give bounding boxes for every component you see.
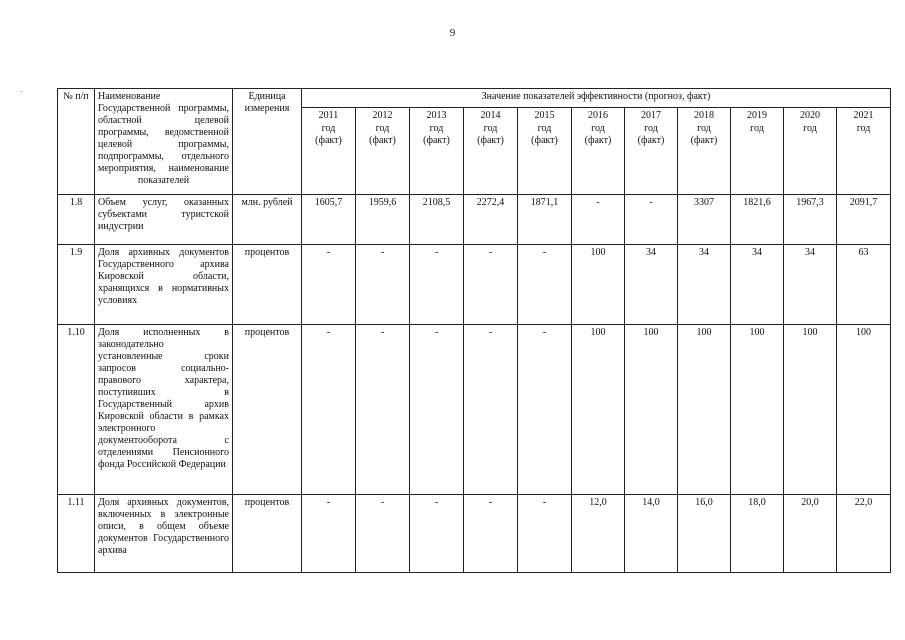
value-cell: 1967,3 [784, 195, 837, 245]
header-year-word: год [591, 122, 605, 134]
value-cell: - [464, 495, 518, 573]
table-row [58, 495, 891, 573]
value-cell: 1821,6 [731, 195, 784, 245]
header-year-year: 2014 [480, 110, 501, 121]
value-cell: - [356, 245, 410, 325]
header-year-note: (факт) [477, 135, 504, 146]
value-cell: 63 [837, 245, 891, 325]
value-cell: 1959,6 [356, 195, 410, 245]
header-row [58, 89, 891, 108]
unit-of-measure: процентов [233, 325, 302, 495]
table-body [58, 195, 891, 573]
header-year-year: 2011 [318, 110, 339, 121]
value-cell: 16,0 [678, 495, 731, 573]
header-year-year: 2017 [641, 110, 661, 121]
header-year-2016 [572, 108, 625, 195]
header-year-word: год [483, 122, 498, 134]
value-cell: 2108,5 [410, 195, 464, 245]
header-year-word: год [644, 122, 658, 134]
value-cell: 100 [572, 325, 625, 495]
indicator-name: Объем услуг, оказанных субъектами туристской индустрии [95, 195, 233, 245]
value-cell: - [518, 325, 572, 495]
header-year-word: год [429, 122, 444, 134]
header-year-word: год [803, 122, 817, 134]
value-cell: 18,0 [731, 495, 784, 573]
value-cell: 100 [625, 325, 678, 495]
page-number: 9 [449, 27, 456, 39]
indicator-name: Доля исполненных в законодательно установленные сроки запросов социально-правового характера, поступивших в Государственный архив Кировской области в рамках электронного документооборота с отделениями Пенсионного фонда Российской Федерации [95, 325, 233, 495]
header-values-group: Значение показателей эффективности (прогноз, факт) [302, 89, 891, 108]
value-cell: 34 [731, 245, 784, 325]
value-cell: - [625, 195, 678, 245]
value-cell: - [572, 195, 625, 245]
value-cell: - [518, 245, 572, 325]
value-cell: - [302, 495, 356, 573]
header-year-word: год [697, 122, 711, 134]
header-year-2014 [464, 108, 518, 195]
value-cell: - [410, 495, 464, 573]
value-cell: 34 [784, 245, 837, 325]
indicators-table [57, 88, 891, 573]
value-cell: 100 [784, 325, 837, 495]
header-year-year: 2021 [853, 110, 874, 121]
value-cell: 12,0 [572, 495, 625, 573]
unit-of-measure: процентов [233, 495, 302, 573]
header-year-year: 2013 [426, 110, 447, 121]
value-cell: 20,0 [784, 495, 837, 573]
header-year-word: год [375, 122, 390, 134]
value-cell: 100 [837, 325, 891, 495]
value-cell: 2272,4 [464, 195, 518, 245]
value-cell: 100 [731, 325, 784, 495]
header-year-2018 [678, 108, 731, 195]
header-year-word: год [750, 122, 764, 134]
value-cell: 2091,7 [837, 195, 891, 245]
header-year-2020 [784, 108, 837, 195]
header-year-word: год [856, 122, 871, 134]
value-cell: 100 [572, 245, 625, 325]
row-number: 1.9 [58, 245, 95, 325]
header-year-note: (факт) [369, 135, 396, 146]
value-cell: - [464, 245, 518, 325]
header-year-2012 [356, 108, 410, 195]
value-cell: - [356, 495, 410, 573]
header-name: Наименование Государственной программы, областной целевой программы, ведомственной целевой программы, подпрограммы, отдельного мероприятия, наименование показателей [95, 89, 233, 195]
value-cell: - [302, 245, 356, 325]
value-cell: - [302, 325, 356, 495]
table-header [58, 89, 891, 195]
table-row [58, 195, 891, 245]
header-year-2013 [410, 108, 464, 195]
value-cell: 14,0 [625, 495, 678, 573]
header-year-word: год [321, 122, 336, 134]
row-number: 1.8 [58, 195, 95, 245]
header-year-2019 [731, 108, 784, 195]
header-year-2015 [518, 108, 572, 195]
unit-of-measure: млн. рублей [233, 195, 302, 245]
value-cell: - [518, 495, 572, 573]
header-num: № п/п [58, 89, 95, 195]
header-year-note: (факт) [531, 135, 558, 146]
value-cell: 100 [678, 325, 731, 495]
header-year-year: 2020 [800, 110, 820, 121]
header-year-2017 [625, 108, 678, 195]
value-cell: 34 [678, 245, 731, 325]
header-year-year: 2015 [534, 110, 555, 121]
header-year-note: (факт) [637, 135, 665, 146]
unit-of-measure: процентов [233, 245, 302, 325]
value-cell: - [410, 325, 464, 495]
indicator-name: Доля архивных документов, включенных в электронные описи, в общем объеме документов Государственного архива [95, 495, 233, 573]
value-cell: 22,0 [837, 495, 891, 573]
value-cell: 34 [625, 245, 678, 325]
value-cell: - [410, 245, 464, 325]
value-cell: 1605,7 [302, 195, 356, 245]
row-number: 1.10 [58, 325, 95, 495]
row-number: 1.11 [58, 495, 95, 573]
table-row [58, 325, 891, 495]
value-cell: - [356, 325, 410, 495]
header-year-word: год [537, 122, 552, 134]
value-cell: 1871,1 [518, 195, 572, 245]
table-row [58, 245, 891, 325]
header-year-2011 [302, 108, 356, 195]
indicator-name: Доля архивных документов Государственного архива Кировской области, хранящихся в нормативных условиях [95, 245, 233, 325]
header-year-note: (факт) [690, 135, 718, 146]
value-cell: - [464, 325, 518, 495]
header-year-note: (факт) [584, 135, 612, 146]
header-unit: Единица измерения [233, 89, 302, 195]
header-year-2021 [837, 108, 891, 195]
header-year-note: (факт) [315, 135, 342, 146]
header-year-year: 2018 [694, 110, 714, 121]
header-year-year: 2016 [588, 110, 608, 121]
value-cell: 3307 [678, 195, 731, 245]
header-year-note: (факт) [423, 135, 450, 146]
header-year-year: 2012 [372, 110, 393, 121]
header-year-year: 2019 [747, 110, 767, 121]
scan-speck [21, 91, 22, 92]
